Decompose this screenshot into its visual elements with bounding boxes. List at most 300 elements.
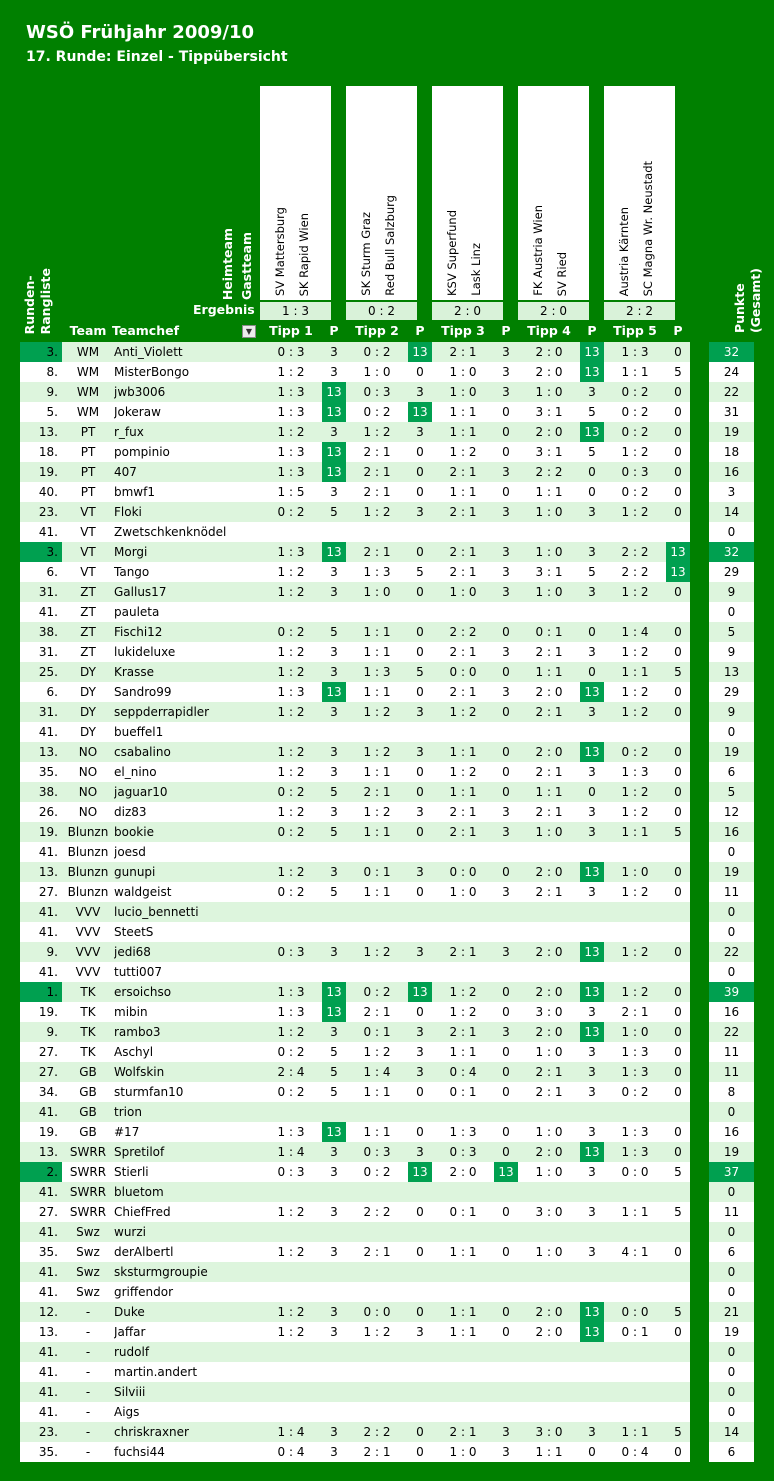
total-points: 14 (723, 505, 740, 519)
total-points: 0 (727, 1385, 736, 1399)
team-name: WM (76, 365, 100, 379)
tipp-value: 0 : 2 (277, 625, 305, 639)
tipp-points: 13 (408, 342, 432, 362)
total-points: 19 (723, 745, 740, 759)
tipp-points: 13 (580, 1142, 604, 1162)
tipp-value: 1 : 2 (449, 1005, 477, 1019)
tipp-value: 1 : 3 (277, 385, 305, 399)
table-row (0, 1402, 774, 1422)
tipp-points: 3 (416, 705, 424, 719)
tipp-value: 1 : 1 (535, 785, 563, 799)
tipp-value: 1 : 2 (277, 565, 305, 579)
teamchef-name: rambo3 (114, 1025, 161, 1039)
teamchef-name: Jokeraw (114, 405, 161, 419)
table-row (0, 342, 774, 362)
tipp-points: 3 (330, 865, 338, 879)
table-row (0, 1122, 774, 1142)
tipp-points: 0 (674, 625, 682, 639)
tipp-points: 3 (416, 1045, 424, 1059)
tipp-value: 2 : 1 (449, 505, 477, 519)
round-rank: 31. (38, 585, 58, 599)
total-points: 22 (723, 1025, 740, 1039)
tipp-points: 3 (330, 665, 338, 679)
tipp-value: 1 : 2 (621, 585, 649, 599)
tipp-value: 1 : 1 (449, 1245, 477, 1259)
tipp-points: 5 (674, 1425, 682, 1439)
guest-team-name: SC Magna Wr. Neustadt (641, 160, 655, 296)
tipp-value: 1 : 1 (449, 1305, 477, 1319)
teamchef-name: #17 (114, 1125, 140, 1139)
round-rank: 13. (38, 1325, 58, 1339)
tipp-points: 0 (674, 445, 682, 459)
tipp-points: 3 (502, 1425, 510, 1439)
match-header-2 (346, 86, 417, 300)
tipp-points: 3 (502, 805, 510, 819)
teamchef-name: SteetS (114, 925, 154, 939)
table-row (0, 1002, 774, 1022)
gastteam-label: Gastteam (239, 232, 254, 301)
tipp-value: 1 : 2 (621, 785, 649, 799)
total-points: 0 (727, 905, 736, 919)
tipp-value: 1 : 3 (449, 1125, 477, 1139)
table-row (0, 742, 774, 762)
teamchef-name: pauleta (114, 605, 160, 619)
tipp-value: 2 : 1 (363, 1245, 391, 1259)
teamchef-name: Anti_Violett (114, 345, 183, 359)
teamchef-name: wurzi (114, 1225, 146, 1239)
tipp-value: 2 : 1 (535, 885, 563, 899)
round-rank: 23. (38, 505, 58, 519)
tipp-points: 0 (416, 365, 424, 379)
tipp-header-5: Tipp 5 (613, 323, 657, 338)
tipp-points: 3 (330, 425, 338, 439)
tipp-points: 0 (502, 1125, 510, 1139)
table-row (0, 842, 774, 862)
tipp-points: 3 (330, 765, 338, 779)
teamchef-name: trion (114, 1105, 142, 1119)
team-name: SWRR (69, 1185, 107, 1199)
tipp-value: 1 : 0 (449, 585, 477, 599)
tipp-points: 0 (502, 1245, 510, 1259)
total-points: 0 (727, 925, 736, 939)
teamchef-name: griffendor (114, 1285, 174, 1299)
tipp-value: 0 : 0 (449, 665, 477, 679)
tipp-points: 3 (588, 645, 596, 659)
tipp-points: 5 (674, 665, 682, 679)
tipp-points: 3 (416, 865, 424, 879)
tipp-points: 0 (588, 665, 596, 679)
teamchef-name: jedi68 (114, 945, 151, 959)
tipp-value: 2 : 1 (363, 1445, 391, 1459)
team-name: WM (76, 345, 100, 359)
teamchef-name: Jaffar (114, 1325, 146, 1339)
tipp-points: 3 (416, 805, 424, 819)
home-team-name: SV Mattersburg (273, 206, 287, 296)
tipp-points: 0 (502, 765, 510, 779)
tipp-value: 2 : 1 (535, 705, 563, 719)
tipp-value: 1 : 2 (621, 885, 649, 899)
table-row (0, 522, 774, 542)
tipp-value: 1 : 3 (277, 465, 305, 479)
round-rank: 41. (38, 1285, 58, 1299)
tipp-value: 1 : 2 (363, 505, 391, 519)
round-rank: 23. (38, 1425, 58, 1439)
tipp-points: 0 (674, 1025, 682, 1039)
table-row (0, 1082, 774, 1102)
tipp-points: 13 (408, 402, 432, 422)
points-header-3: P (501, 323, 511, 338)
tipp-value: 1 : 1 (449, 785, 477, 799)
team-name: GB (79, 1065, 97, 1079)
tipp-points: 13 (580, 1322, 604, 1342)
tipp-value: 0 : 4 (277, 1445, 305, 1459)
tipp-value: 1 : 2 (277, 365, 305, 379)
table-row (0, 562, 774, 582)
tipp-value: 1 : 2 (363, 805, 391, 819)
tipp-points: 3 (330, 945, 338, 959)
total-points: 11 (723, 1205, 740, 1219)
tipp-points: 5 (588, 445, 596, 459)
tipp-value: 2 : 1 (449, 545, 477, 559)
match-result-2: 0 : 2 (346, 302, 417, 320)
tipp-value: 0 : 0 (363, 1305, 391, 1319)
table-row (0, 1342, 774, 1362)
team-header: Team (69, 323, 107, 338)
team-name: ZT (80, 625, 96, 639)
round-rank: 3. (20, 342, 62, 362)
round-rank: 12. (38, 1305, 58, 1319)
tipp-points: 3 (588, 1205, 596, 1219)
tipp-points: 5 (588, 565, 596, 579)
tipp-value: 2 : 1 (535, 805, 563, 819)
tipp-points: 0 (416, 1445, 424, 1459)
round-rank: 13. (38, 425, 58, 439)
tipp-value: 1 : 1 (449, 1045, 477, 1059)
table-row (0, 582, 774, 602)
total-points: 14 (723, 1425, 740, 1439)
table-row (0, 602, 774, 622)
teamchef-name: Gallus17 (114, 585, 167, 599)
tipp-value: 1 : 2 (277, 765, 305, 779)
tipp-value: 1 : 2 (621, 705, 649, 719)
tipp-value: 4 : 1 (621, 1245, 649, 1259)
team-name: DY (80, 685, 96, 699)
tipp-points: 3 (588, 705, 596, 719)
tipp-points: 0 (674, 1145, 682, 1159)
tipp-value: 0 : 2 (621, 405, 649, 419)
tipp-value: 1 : 2 (363, 1045, 391, 1059)
round-rank: 41. (38, 725, 58, 739)
tipp-points: 0 (674, 1245, 682, 1259)
tipp-value: 0 : 2 (277, 505, 305, 519)
tipp-points: 3 (416, 425, 424, 439)
tipp-value: 1 : 2 (277, 645, 305, 659)
tipp-points: 3 (330, 365, 338, 379)
tipp-points: 3 (330, 1165, 338, 1179)
round-rank: 19. (38, 465, 58, 479)
team-name: SWRR (69, 1145, 107, 1159)
tipp-points: 5 (330, 785, 338, 799)
tipp-points: 0 (502, 985, 510, 999)
tipp-value: 3 : 1 (535, 445, 563, 459)
tipp-value: 1 : 0 (449, 385, 477, 399)
tipp-points: 0 (416, 1425, 424, 1439)
tipp-points: 13 (322, 462, 346, 482)
tipp-value: 2 : 2 (449, 625, 477, 639)
tipp-value: 1 : 1 (363, 1125, 391, 1139)
tipp-points: 13 (666, 562, 690, 582)
home-team-name: Austria Kärnten (617, 206, 631, 296)
tipp-points: 13 (580, 982, 604, 1002)
tipp-points: 0 (674, 805, 682, 819)
tipp-value: 1 : 4 (621, 625, 649, 639)
tipp-value: 2 : 1 (449, 345, 477, 359)
total-points: 8 (727, 1085, 736, 1099)
round-rank: 6. (46, 685, 58, 699)
tipp-value: 1 : 0 (535, 545, 563, 559)
tipp-value: 2 : 1 (363, 485, 391, 499)
team-name: WM (76, 405, 100, 419)
tipp-points: 0 (502, 625, 510, 639)
tipp-value: 2 : 1 (449, 685, 477, 699)
tipp-value: 1 : 4 (277, 1425, 305, 1439)
tipp-value: 0 : 2 (277, 1085, 305, 1099)
tipp-points: 5 (674, 1305, 682, 1319)
tipp-points: 0 (674, 405, 682, 419)
tipp-points: 3 (416, 1145, 424, 1159)
teamchef-name: Aschyl (114, 1045, 154, 1059)
tipp-points: 3 (588, 805, 596, 819)
table-row (0, 642, 774, 662)
teamchef-name: tutti007 (114, 965, 162, 979)
tipp-value: 1 : 0 (363, 585, 391, 599)
tipp-value: 1 : 2 (621, 945, 649, 959)
round-rank: 3. (20, 542, 62, 562)
tipp-value: 0 : 2 (363, 405, 391, 419)
team-name: TK (80, 1025, 96, 1039)
tipp-points: 0 (502, 445, 510, 459)
tipp-value: 1 : 1 (363, 645, 391, 659)
tipp-points: 0 (502, 1085, 510, 1099)
team-name: DY (80, 665, 96, 679)
tipp-points: 5 (674, 1205, 682, 1219)
home-team-name: FK Austria Wien (531, 205, 545, 296)
tipp-points: 5 (330, 1065, 338, 1079)
teamchef-name: Duke (114, 1305, 145, 1319)
tipp-value: 1 : 2 (363, 705, 391, 719)
round-rank: 41. (38, 965, 58, 979)
tipp-points: 0 (416, 685, 424, 699)
round-rank: 8. (46, 365, 58, 379)
round-rank: 18. (38, 445, 58, 459)
tipp-value: 1 : 1 (363, 885, 391, 899)
team-name: Swz (76, 1285, 100, 1299)
table-row (0, 1062, 774, 1082)
tipp-points: 3 (588, 585, 596, 599)
tipp-value: 1 : 2 (621, 985, 649, 999)
table-row (0, 782, 774, 802)
teamchef-name: chriskraxner (114, 1425, 189, 1439)
tipp-points: 0 (674, 685, 682, 699)
tipp-points: 3 (416, 745, 424, 759)
teamchef-name: Aigs (114, 1405, 140, 1419)
round-rank: 41. (38, 1185, 58, 1199)
tipp-points: 5 (674, 825, 682, 839)
tipp-points: 13 (322, 982, 346, 1002)
total-points: 32 (709, 542, 754, 562)
points-header-5: P (673, 323, 683, 338)
tipp-points: 3 (588, 1425, 596, 1439)
total-points: 22 (723, 385, 740, 399)
tipp-points: 0 (416, 765, 424, 779)
table-row (0, 1282, 774, 1302)
tipp-points: 0 (416, 545, 424, 559)
tipp-value: 1 : 1 (363, 765, 391, 779)
tipp-value: 1 : 3 (621, 1145, 649, 1159)
team-name: TK (80, 1005, 96, 1019)
tipp-value: 2 : 2 (621, 545, 649, 559)
tipp-value: 0 : 3 (277, 345, 305, 359)
tipp-points: 3 (588, 505, 596, 519)
tipp-value: 0 : 2 (277, 885, 305, 899)
tipp-value: 1 : 2 (621, 805, 649, 819)
team-name: Blunzn (67, 865, 109, 879)
total-points: 16 (723, 1125, 740, 1139)
tipp-points: 3 (588, 1125, 596, 1139)
tipp-value: 1 : 2 (449, 765, 477, 779)
tipp-value: 0 : 3 (363, 385, 391, 399)
tipp-points: 0 (502, 705, 510, 719)
tipp-points: 3 (330, 705, 338, 719)
total-points: 11 (723, 1045, 740, 1059)
tipp-value: 0 : 1 (449, 1205, 477, 1219)
total-points: 0 (727, 1105, 736, 1119)
tipp-value: 1 : 2 (621, 505, 649, 519)
tipp-value: 1 : 0 (535, 1245, 563, 1259)
tipp-value: 0 : 4 (449, 1065, 477, 1079)
tipp-points: 3 (502, 585, 510, 599)
tipp-points: 13 (580, 1302, 604, 1322)
tipp-points: 3 (330, 1425, 338, 1439)
table-row (0, 1202, 774, 1222)
teamchef-name: ersoichso (114, 985, 172, 999)
tipp-points: 0 (674, 985, 682, 999)
round-rank: 9. (46, 945, 58, 959)
total-points: 0 (727, 1225, 736, 1239)
table-row (0, 402, 774, 422)
page-subtitle: 17. Runde: Einzel - Tippübersicht (26, 49, 288, 65)
tipp-points: 3 (502, 345, 510, 359)
filter-dropdown-button[interactable]: ▼ (242, 325, 256, 338)
tipp-value: 2 : 0 (535, 1025, 563, 1039)
team-name: - (85, 1385, 91, 1399)
total-points: 19 (723, 1145, 740, 1159)
tipp-value: 1 : 2 (277, 425, 305, 439)
tipp-points: 13 (580, 942, 604, 962)
points-header-1: P (329, 323, 339, 338)
tipp-value: 2 : 1 (449, 945, 477, 959)
teamchef-name: csabalino (114, 745, 171, 759)
tipp-value: 0 : 2 (621, 745, 649, 759)
table-row (0, 542, 774, 562)
round-rank: 27. (38, 1045, 58, 1059)
tipp-points: 0 (674, 1065, 682, 1079)
guest-team-name: Lask Linz (469, 243, 483, 296)
tipp-points: 0 (588, 785, 596, 799)
round-rank: 41. (38, 905, 58, 919)
tipp-value: 1 : 2 (277, 585, 305, 599)
page-title: WSÖ Frühjahr 2009/10 (26, 22, 255, 43)
tipp-points: 0 (502, 1065, 510, 1079)
tipp-points: 13 (408, 982, 432, 1002)
tipp-value: 2 : 1 (449, 1425, 477, 1439)
tipp-value: 1 : 3 (277, 985, 305, 999)
team-name: NO (78, 805, 98, 819)
team-name: VT (80, 525, 96, 539)
tipp-value: 1 : 2 (621, 645, 649, 659)
tipp-value: 1 : 1 (449, 425, 477, 439)
teamchef-name: Wolfskin (114, 1065, 165, 1079)
tipp-points: 13 (580, 1022, 604, 1042)
teamchef-name: sksturmgroupie (114, 1265, 208, 1279)
table-row (0, 1442, 774, 1462)
round-rank: 5. (46, 405, 58, 419)
tipp-points: 3 (330, 1245, 338, 1259)
table-row (0, 462, 774, 482)
tipp-points: 0 (502, 1205, 510, 1219)
teamchef-name: ChiefFred (114, 1205, 171, 1219)
tipp-header-4: Tipp 4 (527, 323, 571, 338)
round-rank: 41. (38, 1225, 58, 1239)
teamchef-name: r_fux (114, 425, 144, 439)
round-rank: 19. (38, 1125, 58, 1139)
tipp-points: 13 (322, 542, 346, 562)
tipp-points: 3 (502, 885, 510, 899)
tipp-points: 3 (502, 685, 510, 699)
round-rank: 41. (38, 1105, 58, 1119)
tipp-value: 1 : 3 (363, 565, 391, 579)
tipp-value: 1 : 2 (363, 1325, 391, 1339)
tipp-value: 1 : 1 (621, 665, 649, 679)
teamchef-name: martin.andert (114, 1365, 198, 1379)
tipp-value: 1 : 2 (277, 745, 305, 759)
tipp-points: 0 (588, 1445, 596, 1459)
tipp-value: 2 : 0 (535, 865, 563, 879)
teamchef-name: lucio_bennetti (114, 905, 199, 919)
tipp-points: 0 (674, 765, 682, 779)
tipp-value: 2 : 1 (535, 645, 563, 659)
table-row (0, 1102, 774, 1122)
round-rank: 27. (38, 1065, 58, 1079)
tipp-value: 1 : 3 (277, 545, 305, 559)
tipp-value: 1 : 1 (363, 625, 391, 639)
round-rank: 35. (38, 1245, 58, 1259)
tipp-value: 0 : 1 (363, 1025, 391, 1039)
tipp-value: 1 : 2 (277, 665, 305, 679)
tipp-value: 1 : 1 (621, 1205, 649, 1219)
tipp-value: 1 : 1 (621, 825, 649, 839)
tipp-value: 1 : 2 (277, 865, 305, 879)
tipp-points: 0 (588, 485, 596, 499)
match-result-4: 2 : 0 (518, 302, 589, 320)
tipp-points: 13 (580, 682, 604, 702)
team-name: ZT (80, 585, 96, 599)
total-points: 0 (727, 1365, 736, 1379)
total-points: 0 (727, 1265, 736, 1279)
home-team-name: SK Sturm Graz (359, 212, 373, 296)
total-points: 9 (727, 585, 736, 599)
tipp-value: 1 : 1 (535, 1445, 563, 1459)
